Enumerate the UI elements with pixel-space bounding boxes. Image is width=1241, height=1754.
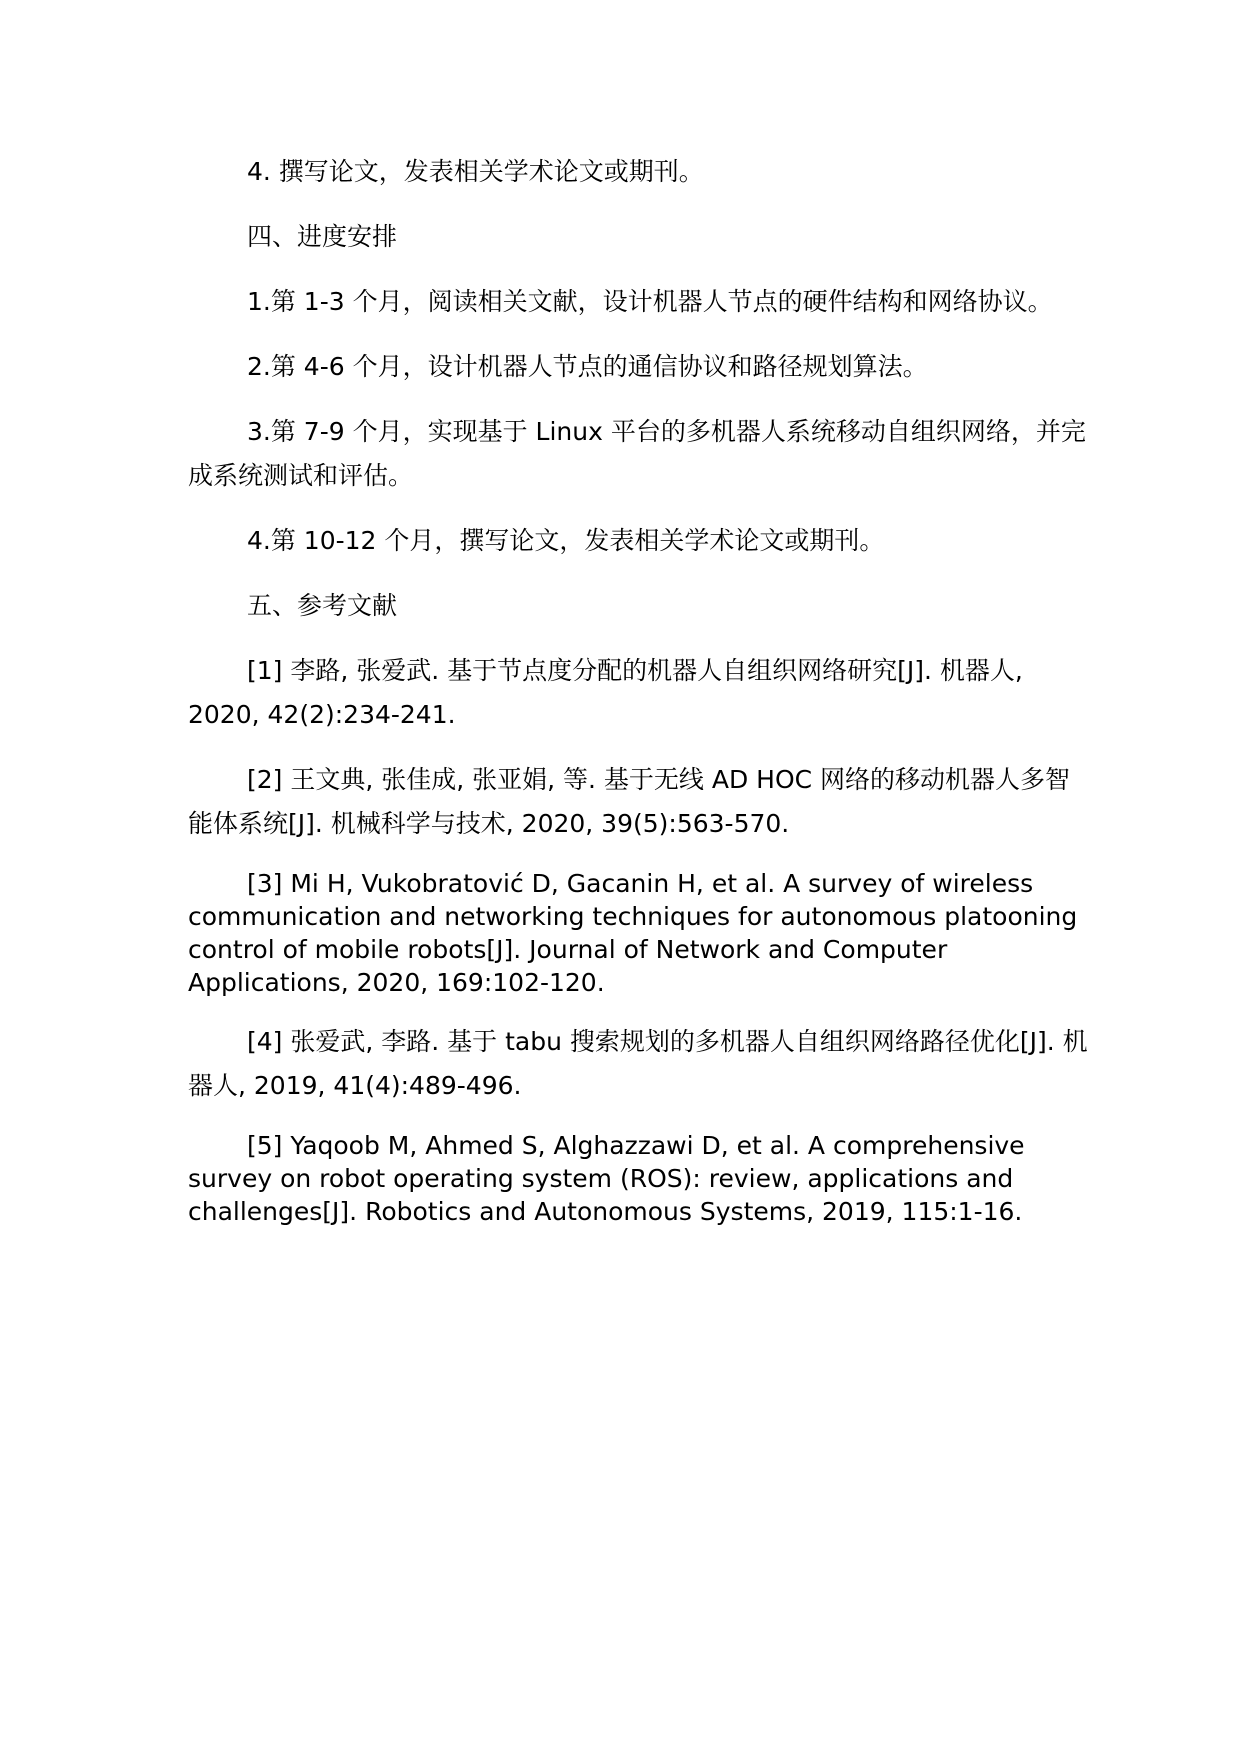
- schedule-item-2: 2.第 4-6 个月，设计机器人节点的通信协议和路径规划算法。: [247, 352, 928, 381]
- reference-5: [5] Yaqoob M, Ahmed S, Alghazzawi D, et al. A comprehensive survey on robot operating system (ROS): review, applications and challenges[J]. Robotics and Autonomous Systems, 2019, 115:1-16.: [188, 1131, 1025, 1226]
- reference-2: [2] 王文典, 张佳成, 张亚娟, 等. 基于无线 AD HOC 网络的移动机器人多智能体系统[J]. 机械科学与技术, 2020, 39(5):563-570.: [188, 765, 1071, 838]
- schedule-item-1: 1.第 1-3 个月，阅读相关文献，设计机器人节点的硬件结构和网络协议。: [247, 287, 1053, 316]
- reference-3: [3] Mi H, Vukobratović D, Gacanin H, et al. A survey of wireless communication and networking techniques for autonomous platooning control of mobile robots[J]. Journal of Network and Computer Applications, 2020, 169:102-120.: [188, 869, 1078, 997]
- section-heading-references: 五、参考文献: [247, 591, 398, 620]
- reference-4: [4] 张爱武, 李路. 基于 tabu 搜索规划的多机器人自组织网络路径优化[J]. 机器人, 2019, 41(4):489-496.: [188, 1027, 1088, 1100]
- reference-1: [1] 李路, 张爱武. 基于节点度分配的机器人自组织网络研究[J]. 机器人, 2020, 42(2):234-241.: [188, 656, 1023, 729]
- schedule-item-4: 4.第 10-12 个月，撰写论文，发表相关学术论文或期刊。: [247, 526, 885, 555]
- schedule-item-3: 3.第 7-9 个月，实现基于 Linux 平台的多机器人系统移动自组织网络，并完成系统测试和评估。: [188, 417, 1086, 490]
- section-heading-schedule: 四、进度安排: [247, 222, 398, 251]
- task-item-4: 4. 撰写论文，发表相关学术论文或期刊。: [247, 157, 704, 186]
- document-body: [188, 150, 1088, 1249]
